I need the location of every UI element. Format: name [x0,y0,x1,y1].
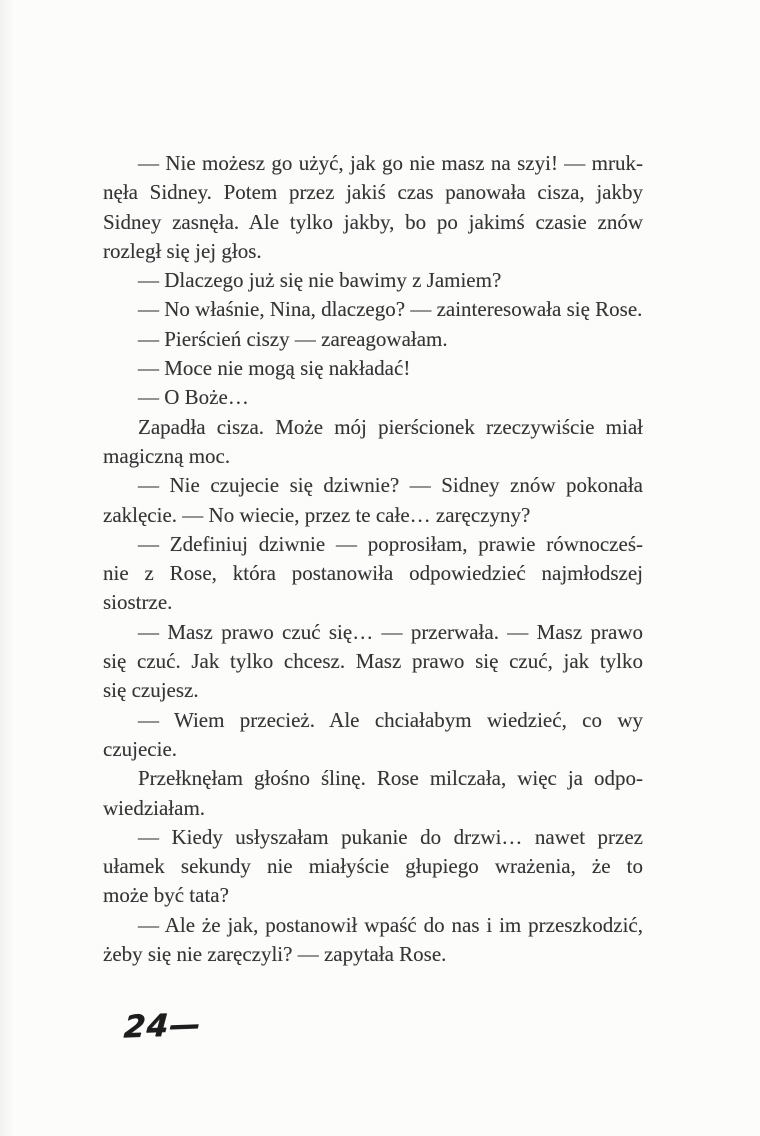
text-line: magiczną moc. [103,443,231,468]
text-line: — Ale że jak, postanowił wpaść do nas i im przeszkodzić, [138,912,643,937]
text-line: — Masz prawo czuć się… — przerwała. — Masz prawo [138,619,643,644]
text-line: — Kiedy usłyszałam pukanie do drzwi… nawet przez [138,824,643,849]
paragraph [103,325,643,354]
text-line: — O Boże… [138,385,249,410]
paragraph [103,413,643,472]
page-number: 24— [122,1006,203,1046]
paragraph [103,764,643,823]
text-line: siostrze. [103,590,173,615]
text-line: — Dlaczego już się nie bawimy z Jamiem? [138,268,502,293]
paragraph [103,618,643,706]
text-line: wiedziałam. [103,795,206,820]
text-line: się czuć. Jak tylko chcesz. Masz prawo się czuć, jak tylko [103,649,643,674]
text-line: — Pierścień ciszy — zareagowałam. [138,326,448,351]
text-line: czujecie. [103,736,178,761]
paragraph [103,354,643,383]
text-line: Sidney zasnęła. Ale tylko jakby, bo po jakimś czasie znów [103,209,643,234]
page-text [103,149,643,969]
paragraph [103,823,643,911]
paragraph [103,471,643,530]
text-line: żeby się nie zaręczyli? — zapytała Rose. [103,942,447,967]
paragraph [103,383,643,412]
text-line: się czujesz. [103,678,199,703]
paragraph [103,706,643,765]
text-line: zaklęcie. — No wiecie, przez te całe… zaręczyny? [103,502,531,527]
text-line: nie z Rose, która postanowiła odpowiedzieć najmłodszej [103,561,643,586]
paragraph [103,911,643,970]
text-line: Zapadła cisza. Może mój pierścionek rzeczywiście miał [138,414,643,439]
paragraph [103,295,643,324]
text-line: — Wiem przecież. Ale chciałabym wiedzieć, co wy [138,707,643,732]
text-line: — Zdefiniuj dziwnie — poprosiłam, prawie równocześ- [138,531,643,556]
text-line: nęła Sidney. Potem przez jakiś czas panowała cisza, jakby [103,180,643,205]
paragraph [103,149,643,266]
text-line: — No właśnie, Nina, dlaczego? — zainteresowała się Rose. [138,297,643,322]
text-line: — Moce nie mogą się nakładać! [138,356,411,381]
text-line: może być tata? [103,883,229,908]
text-line: — Nie czujecie się dziwnie? — Sidney znów pokonała [138,473,643,498]
text-line: rozległ się jej głos. [103,238,262,263]
paragraph [103,266,643,295]
paragraph [103,530,643,618]
text-line: — Nie możesz go użyć, jak go nie masz na szyi! — mruk- [138,151,643,175]
text-line: ułamek sekundy nie miałyście głupiego wrażenia, że to [103,854,643,879]
text-line: Przełknęłam głośno ślinę. Rose milczała, więc ja odpo- [138,766,643,791]
